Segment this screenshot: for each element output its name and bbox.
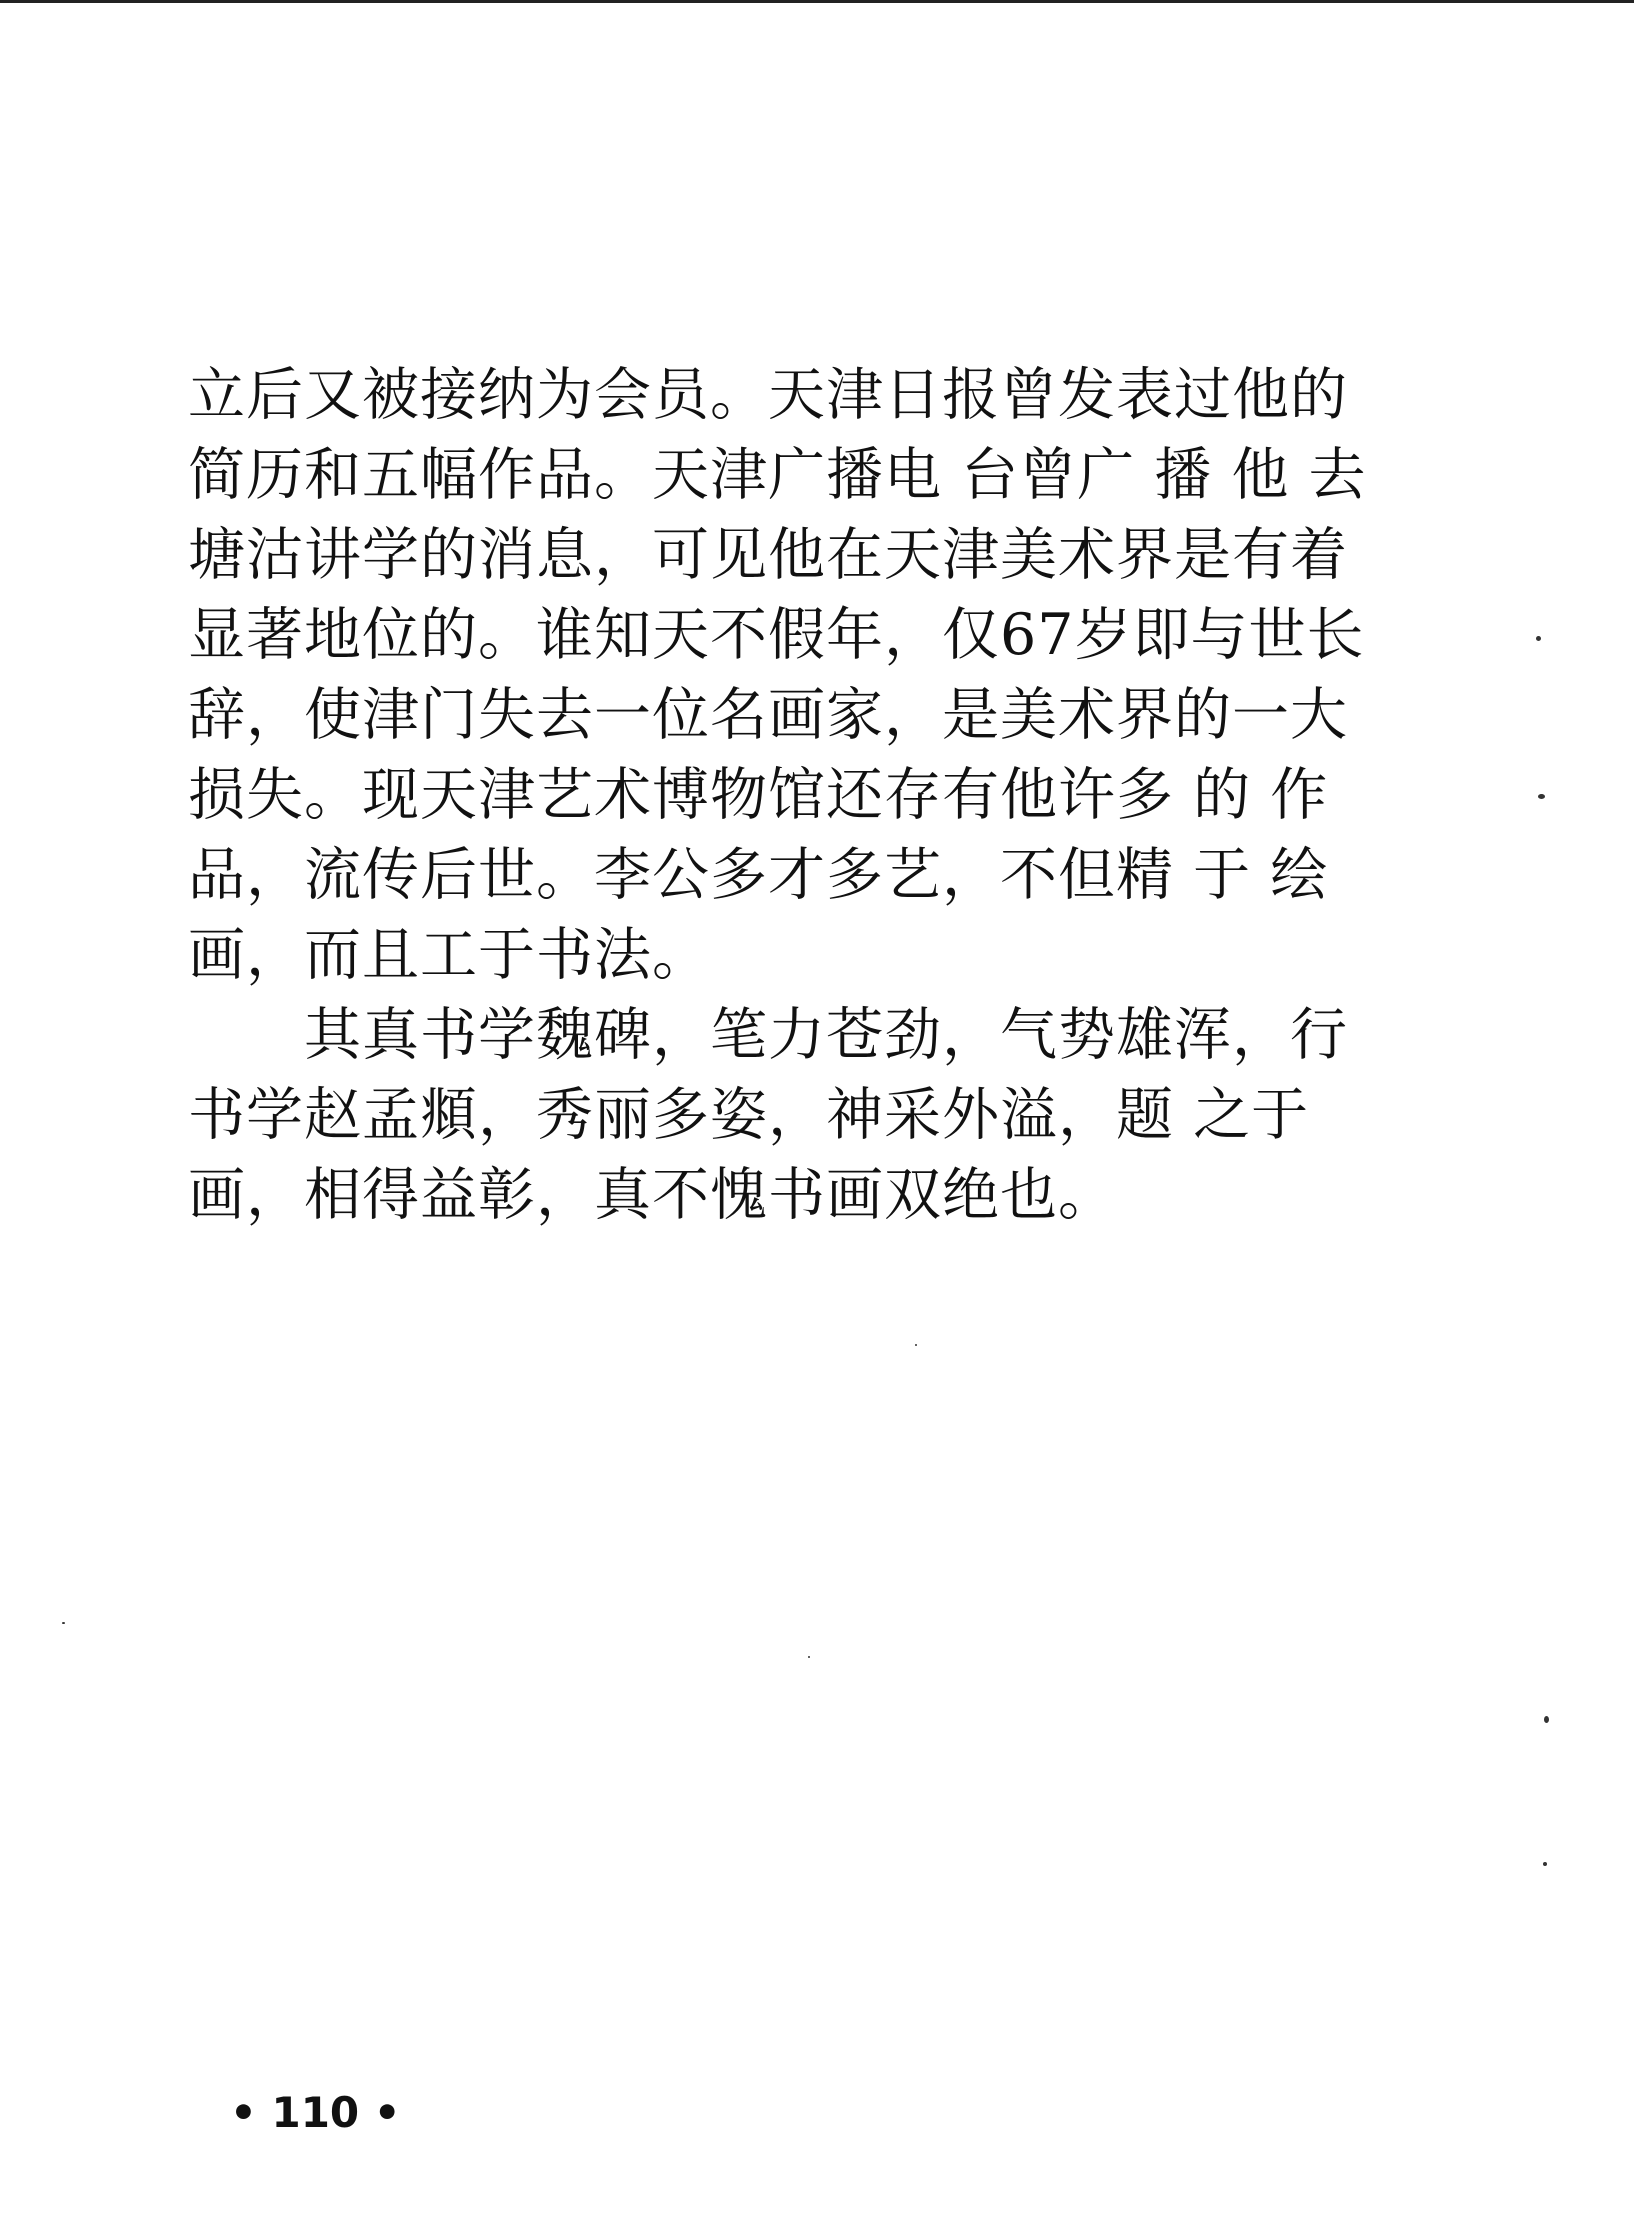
scan-speck <box>1538 794 1545 799</box>
scan-speck <box>808 1656 810 1658</box>
text-line: 显著地位的。谁知天不假年，仅67岁即与世长 <box>188 602 1365 668</box>
scan-speck <box>1536 636 1541 641</box>
text-line: 损失。现天津艺术博物馆还存有他许多 的 作 <box>188 762 1329 828</box>
text-line: 立后又被接纳为会员。天津日报曾发表过他的 <box>188 362 1348 428</box>
scan-speck <box>62 1622 65 1624</box>
top-border-rule <box>0 0 1634 3</box>
scan-speck <box>915 1344 917 1346</box>
text-line: 其真书学魏碑，笔力苍劲，气势雄浑，行 <box>188 1002 1348 1068</box>
text-line: 塘沽讲学的消息，可见他在天津美术界是有着 <box>188 522 1348 588</box>
text-line: 品，流传后世。李公多才多艺，不但精 于 绘 <box>188 842 1329 908</box>
text-line: 辞，使津门失去一位名画家，是美术界的一大 <box>188 682 1348 748</box>
text-line: 书学赵孟頫，秀丽多姿，神采外溢，题 之于 <box>188 1082 1310 1148</box>
page-number: • 110 • <box>230 2088 401 2137</box>
scan-speck <box>1544 1716 1549 1723</box>
scan-speck <box>1543 1862 1547 1866</box>
text-line: 画，相得益彰，真不愧书画双绝也。 <box>188 1162 1116 1228</box>
text-line: 画，而且工于书法。 <box>188 922 710 988</box>
text-line: 简历和五幅作品。天津广播电 台曾广 播 他 去 <box>188 442 1367 508</box>
